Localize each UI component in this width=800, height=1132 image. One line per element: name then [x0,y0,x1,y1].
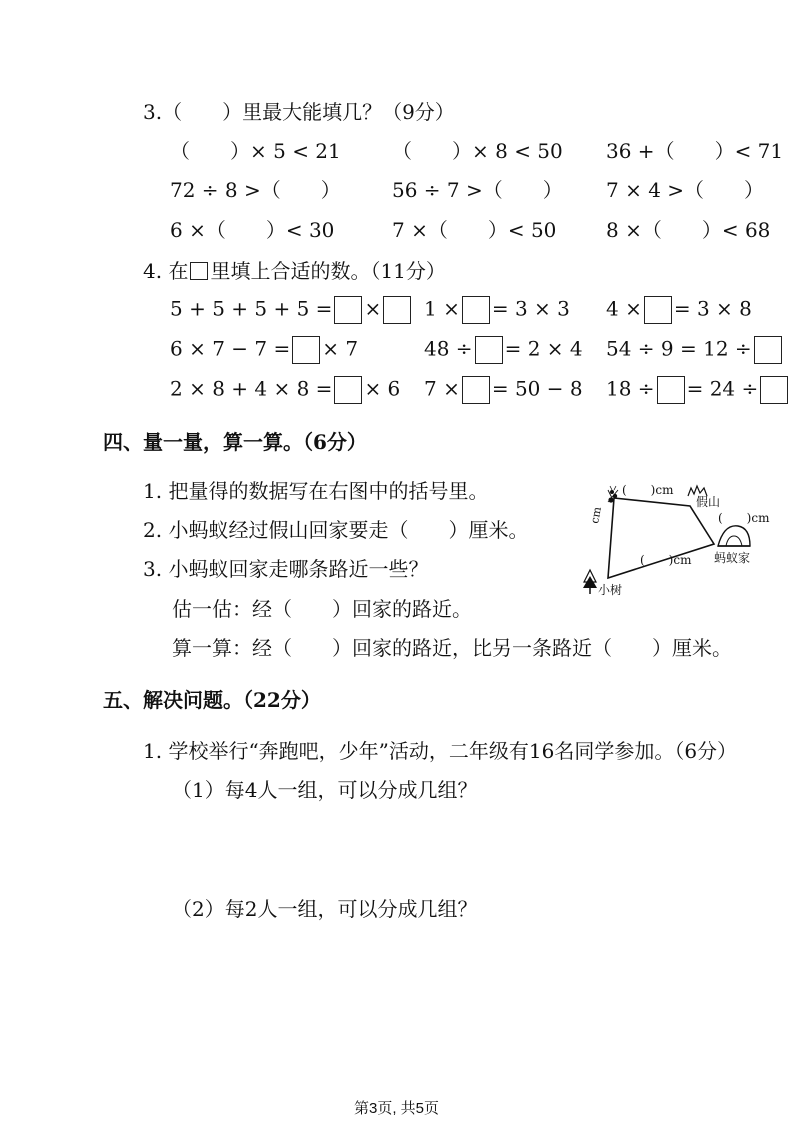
equation-4-2-1 [170,336,358,364]
equation-4-1-2 [424,296,570,324]
sample-box-icon [190,262,208,280]
label-bottom: ( )cm [640,553,692,567]
answer-box[interactable] [462,376,490,404]
ant-home-icon [718,526,750,546]
answer-box[interactable] [334,296,362,324]
eq-text: = 24 ÷ [686,376,759,401]
label-home: 蚂蚁家 [714,551,751,565]
page-footer: 第3页, 共5页 [354,1100,440,1117]
label-left: cm [588,505,604,525]
question-4-prefix: 4. 在 [143,259,189,283]
section-4-q2: 2. 小蚂蚁经过假山回家要走（ ）厘米。 [143,518,529,542]
answer-box[interactable] [334,376,362,404]
answer-box[interactable] [754,336,782,364]
answer-box[interactable] [462,296,490,324]
section-4-q1: 1. 把量得的数据写在右图中的括号里。 [143,479,489,503]
tree-icon [583,570,597,594]
equation-4-3-2 [424,376,583,404]
eq-text: = 50 − 8 [491,376,583,401]
equation-3-2-1: 72 ÷ 8 >（ ） [170,178,341,202]
answer-box[interactable] [760,376,788,404]
answer-box[interactable] [657,376,685,404]
eq-text: × 7 [322,336,359,361]
equation-3-3-3: 8 ×（ ）< 68 [606,218,771,242]
label-tree: 小树 [598,583,623,597]
equation-4-3-1 [170,376,400,404]
section-4-calculate: 算一算：经（ ）回家的路近，比另一条路近（ ）厘米。 [172,636,732,660]
equation-3-2-2: 56 ÷ 7 >（ ） [392,178,563,202]
question-3-title: 3.（ ）里最大能填几？（9分） [143,100,455,124]
eq-text: 48 ÷ [424,336,473,361]
route-figure [578,474,774,600]
equation-4-1-3 [606,296,752,324]
equation-4-2-2 [424,336,583,364]
eq-text: 18 ÷ [606,376,655,401]
eq-text: 7 × [424,376,460,401]
eq-text: × 6 [364,376,401,401]
answer-box[interactable] [475,336,503,364]
section-4-q3: 3. 小蚂蚁回家走哪条路近一些？ [143,557,429,581]
equation-4-1-1 [170,296,413,324]
eq-text: 5 + 5 + 5 + 5 = [170,296,333,321]
question-4-title [143,261,446,281]
answer-box[interactable] [383,296,411,324]
question-4-suffix: 里填上合适的数。（11分） [210,259,446,283]
section-4-title: 四、量一量，算一算。（6分） [103,430,367,454]
section-5-title: 五、解决问题。（22分） [103,688,321,712]
label-right: ( )cm [718,511,770,525]
equation-3-2-3: 7 × 4 >（ ） [606,178,765,202]
answer-box[interactable] [292,336,320,364]
eq-text: = 3 × 8 [673,296,752,321]
eq-text: 6 × 7 − 7 = [170,336,291,361]
equation-3-3-1: 6 ×（ ）< 30 [170,218,335,242]
equation-4-2-3 [606,336,784,364]
label-rockery: 假山 [696,495,721,509]
eq-text: = 3 × 3 [491,296,570,321]
ant-icon [608,486,618,503]
answer-box[interactable] [644,296,672,324]
equation-4-3-3 [606,376,790,404]
eq-text: 54 ÷ 9 = 12 ÷ [606,336,752,361]
section-5-sub1: （1）每4人一组，可以分成几组？ [172,778,478,802]
equation-3-1-2: （ ）× 8 < 50 [392,139,563,163]
eq-text: = 2 × 4 [504,336,583,361]
eq-text: 2 × 8 + 4 × 8 = [170,376,333,401]
equation-3-1-3: 36 +（ ）< 71 [606,139,784,163]
section-5-q1: 1. 学校举行“奔跑吧，少年”活动，二年级有16名同学参加。（6分） [143,739,738,763]
equation-3-1-1: （ ）× 5 < 21 [170,139,341,163]
eq-text: × [364,296,382,321]
section-4-estimate: 估一估：经（ ）回家的路近。 [172,597,472,621]
equation-3-3-2: 7 ×（ ）< 50 [392,218,557,242]
eq-text: 1 × [424,296,460,321]
eq-text: 4 × [606,296,642,321]
label-top: ( )cm [622,483,674,497]
section-5-sub2: （2）每2人一组，可以分成几组？ [172,897,478,921]
